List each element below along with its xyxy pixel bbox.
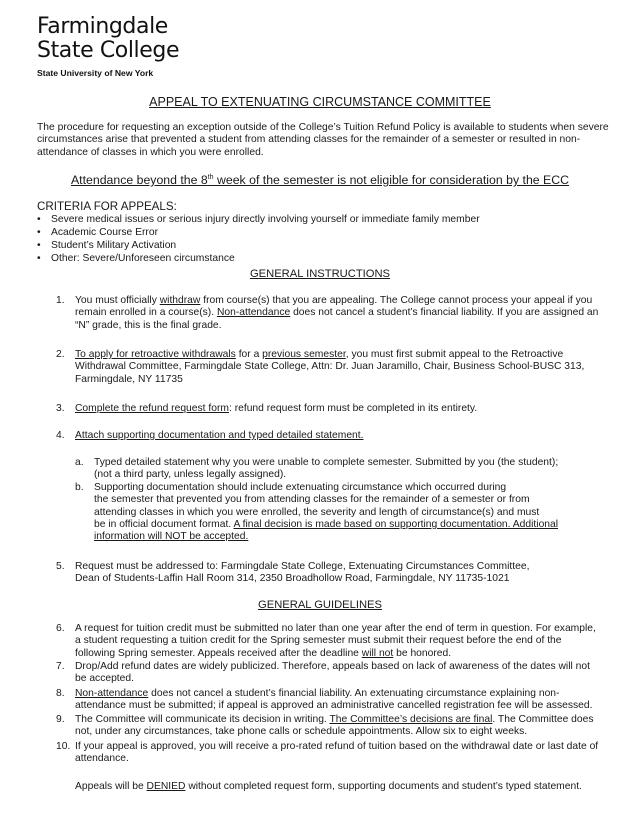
criteria-item-text: Academic Course Error [51,227,159,239]
item-number: 1. [56,295,65,306]
instruction-item-2: 2. To apply for retroactive withdrawals for a previous semester, you must first submit appeal to the Retroactive Withdrawal Committee, Farmingdale State College, Attn: Dr. Juan Jaramillo, Chair, Business School-BUSC 313, Farmingdale, NY 11735 [56,349,585,385]
item-4a-line: (not a third party, unless legally assigned). [94,469,287,481]
guideline-item-7 [56,661,601,686]
no-additional-info-underlined: information will NOT be accepted. [94,531,249,543]
previous-semester-underlined: previous semester [262,349,346,360]
guideline-item-9: 9. The Committee will communicate its decision in writing. The Committee’s decisions are final. The Committee does not, under any circumstances, take phone calls or schedule appointments. Allow six to eight weeks. [56,714,594,738]
withdraw-underlined: withdraw [159,295,201,306]
instruction-item-4b [75,482,585,543]
non-attendance-underlined: Non-attendance [75,688,149,699]
item-4b-line: attending classes in which you were enrolled, the severity and length of circumstance(s) and must [94,506,540,518]
item-4b-line: Supporting documentation should include extenuating circumstance which occurred during [94,482,507,493]
denied-underlined: DENIED [146,781,186,792]
will-not-underlined: will not [361,647,394,659]
criteria-item [37,227,480,240]
refund-form-underlined: Complete the refund request form [75,403,229,414]
ecc-text-after: week of the semester is not eligible for consideration by the ECC [213,173,569,187]
item-letter: b. [75,482,84,493]
guideline-item-10 [56,741,601,766]
address-line: Request must be addressed to: Farmingdale State College, Extenuating Circumstances Committee, [75,561,530,572]
ecc-text-before: Attendance beyond the 8 [70,173,208,187]
item-number: 9. [56,714,65,725]
bullet-icon: • [37,227,41,239]
item-number: 8. [56,688,65,699]
logo-line-3: State University of New York [37,68,154,78]
item-4b-line [94,531,585,543]
instruction-item-1: 1. You must officially withdraw from course(s) that you are appealing. The College cannot process your appeal if you remain enrolled in a course(s). Non-attendance does not cancel a student’s financial liability. If you are assigned an “N” grade, this is the final grade. [56,295,599,331]
item-number: 3. [56,403,65,414]
criteria-item-text: Other: Severe/Unforeseen circumstance [51,253,235,265]
general-instructions-heading: GENERAL INSTRUCTIONS [249,268,391,280]
retroactive-withdrawals-underlined: To apply for retroactive withdrawals [75,349,236,360]
non-attendance-underlined: Non-attendance [216,307,291,319]
address-line: Dean of Students-Laffin Hall Room 314, 2350 Broadhollow Road, Farmingdale, NY 11735-1021 [75,573,510,585]
criteria-item-text: Student’s Military Activation [51,240,177,252]
instruction-item-4 [56,430,601,442]
bullet-icon: • [37,253,41,265]
criteria-item [37,214,480,227]
intro-paragraph: The procedure for requesting an exception outside of the College’s Tuition Refund Policy is available to students when severe circumstances arise that prevented a student from attending classes for the remainder of a semester or resulted in non-attendance of classes in which you were enrolled. [37,122,609,158]
instruction-item-3: 3. Complete the refund request form: refund request form must be completed in its entirety. [56,403,478,414]
criteria-list [37,214,480,266]
item-number: 2. [56,349,65,360]
bullet-icon: • [37,240,41,252]
ecc-superscript: th [207,173,214,181]
instruction-item-5 [56,561,601,586]
guideline-text: If your appeal is approved, you will receive a pro-rated refund of tuition based on the withdrawal date or last date of attendance. [75,741,599,765]
item-4b-line: be in official document format. A final decision is made based on supporting documentation. Additional [94,518,559,530]
criteria-item-text: Severe medical issues or serious injury directly involving yourself or immediate family member [51,214,480,225]
guideline-text: Drop/Add refund dates are widely publicized. Therefore, appeals based on lack of awareness of the dates will not be accepted. [75,661,590,685]
item-number: 10. [56,741,71,752]
criteria-item [37,253,480,266]
item-4a-line: Typed detailed statement why you were unable to complete semester. Submitted by you (the student); [94,457,559,468]
item-number: 5. [56,561,65,572]
decisions-final-underlined: The Committee’s decisions are final [329,714,493,725]
bullet-icon: • [37,214,41,225]
criteria-item [37,240,480,253]
item-number: 7. [56,661,65,672]
ecc-eligibility-notice [0,174,640,186]
denied-notice: Appeals will be DENIED without completed request form, supporting documents and student’s typed statement. [75,781,582,792]
instruction-item-4a [75,457,585,482]
guideline-item-8: 8. Non-attendance does not cancel a student’s financial liability. An extenuating circumstance explaining non-attendance must be submitted; if appeal is approved an administrative cancelled registration fee will be assessed. [56,688,593,712]
logo-line-2: State College [37,38,180,63]
item-letter: a. [75,457,84,468]
guideline-item-6: 6. A request for tuition credit must be submitted no later than one year after the end of term in question. For example, a student requesting a tuition credit for the Spring semester must submit their request before the end of the following Spring semester. Appeals received after the deadline will not be honored. [56,623,596,659]
final-decision-underlined: A final decision is made based on supporting documentation. Additional [233,518,559,530]
logo-line-1: Farmingdale [37,14,168,39]
attach-documentation-underlined: Attach supporting documentation and typed detailed statement. [75,430,364,441]
general-guidelines-heading: GENERAL GUIDELINES [258,599,382,611]
item-number: 4. [56,430,65,441]
criteria-heading: CRITERIA FOR APPEALS: [37,200,177,213]
item-number: 6. [56,623,65,634]
item-4b-line: the semester that prevented you from attending classes for the remainder of a semester or from [94,494,530,506]
page-title: APPEAL TO EXTENUATING CIRCUMSTANCE COMMITTEE [149,95,491,109]
college-logo [37,15,179,79]
